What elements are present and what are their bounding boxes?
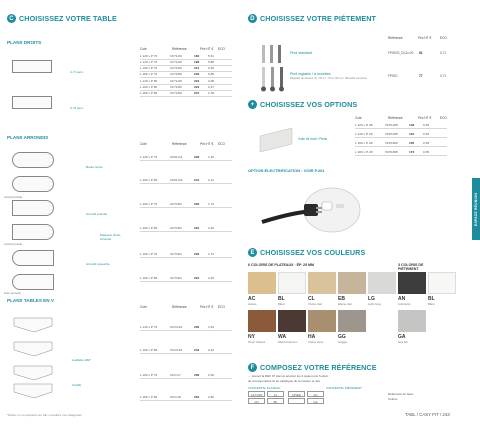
cell: 1,84: [208, 325, 215, 329]
cell: 214: [194, 66, 200, 70]
table-section-header: [7, 14, 117, 23]
swatch-code: HA: [308, 334, 316, 340]
col-cote: Cote: [140, 305, 147, 309]
note: Plateaux droits: [100, 233, 121, 237]
swatch-code: AN: [398, 296, 406, 302]
swatch-code: BL: [428, 296, 435, 302]
swatch-name: Gris Alu: [398, 340, 408, 344]
swatch-code: GA: [398, 334, 406, 340]
swatch-code: CL: [308, 296, 315, 302]
col-prix: Prix HT €: [418, 36, 432, 40]
note: arrondi partie: [4, 195, 23, 199]
group-label-2: 6 / 8 pers.: [70, 106, 84, 110]
col-reference: Référence: [172, 305, 187, 309]
cell: 1,74: [208, 202, 215, 206]
pied-reglable-eco: 0,71: [440, 74, 447, 78]
table-row: [140, 155, 220, 159]
desk-straight-sketch: [12, 60, 52, 73]
table-row: [140, 348, 220, 352]
color-swatch[interactable]: [248, 272, 276, 294]
plans-droits-title: PLANS DROITS: [7, 40, 42, 45]
col-cote: Cote: [140, 142, 147, 146]
cell: CF71/80: [170, 72, 182, 76]
cell: 204: [194, 79, 200, 83]
voile-label: Voile de fond / Pieds: [298, 137, 328, 141]
cell: CFT16G: [170, 276, 182, 280]
cell: 2,26: [208, 226, 215, 230]
cell: 262: [194, 395, 200, 399]
swatch-code: NY: [248, 334, 255, 340]
cell: VFP1205: [385, 123, 398, 127]
table-row: [140, 60, 220, 64]
cell: 2,78: [208, 91, 215, 95]
pied-standard-label: Pied standard: [290, 51, 313, 55]
cell: CFV/164: [170, 348, 183, 352]
pied-reglable-prix: 77: [419, 74, 423, 78]
col-reference: Référence: [388, 116, 403, 120]
option-row: [355, 132, 435, 136]
cell: L 140 x P 70: [140, 325, 158, 329]
pietement-section-header: [248, 14, 376, 23]
family-label: Arrondi à gauche: [86, 262, 110, 266]
desk-rounded-sketch: [12, 176, 54, 192]
family-label: Leaflette 180°: [72, 358, 92, 362]
cell: L 160 x P 80: [140, 276, 158, 280]
cell: 222: [194, 276, 200, 280]
cell: 2,08: [208, 79, 215, 83]
reference-cell: [288, 398, 305, 404]
reference-cell: CH: [248, 398, 265, 404]
section-d-badge: D: [248, 14, 257, 23]
cell: 0,35: [423, 123, 430, 127]
color-swatch[interactable]: [278, 310, 306, 332]
color-swatch[interactable]: [308, 310, 336, 332]
cell: 206: [194, 325, 200, 329]
col-eco: ECO: [218, 305, 225, 309]
cell: L 120 x H 28: [355, 123, 373, 127]
table-section-title: CHOISISSEZ VOTRE TABLE: [19, 14, 117, 23]
cell: L 160 x P 80: [140, 226, 158, 230]
desk-right-round-sketch: [12, 200, 54, 216]
table-row: [140, 226, 220, 230]
color-swatch[interactable]: [338, 272, 366, 294]
col-eco: ECO: [440, 116, 447, 120]
table-row: [140, 395, 220, 399]
table-row: [140, 72, 220, 76]
col-prix: Prix HT €: [200, 142, 214, 146]
table-row: [140, 66, 220, 70]
cell: CF71/40: [170, 60, 182, 64]
option-row: [355, 123, 435, 127]
col-eco: ECO: [218, 142, 225, 146]
cell: CFT16D: [170, 226, 182, 230]
swatch-name: Light Gray: [368, 302, 381, 306]
pied-reglable-image: [258, 65, 288, 93]
section-e-badge: E: [248, 248, 257, 257]
color-swatch[interactable]: [398, 310, 426, 332]
cell: CF71/20: [170, 54, 182, 58]
cell: 6,85: [208, 72, 215, 76]
cell: 0,35: [423, 150, 430, 154]
v-desk-sketches: [10, 312, 56, 402]
footnote: *Reliez un ou plusieurs au CE: consultez nos catégories: [7, 413, 82, 417]
pied-standard-ref: FPIEDS_DL2o.00: [388, 51, 414, 55]
swatch-name: Anthracite: [398, 302, 411, 306]
swatch-code: GG: [338, 334, 346, 340]
cell: 2,42: [208, 348, 215, 352]
swatch-name: Noyer Naturel: [248, 340, 266, 344]
reference-legend-2: Coloris: [388, 397, 398, 401]
cell: CFV/144: [170, 325, 183, 329]
pietement-colors-label: 3 COLORIS DE PIÉTEMENT: [398, 263, 424, 271]
cell: CFDL/14: [170, 155, 183, 159]
family-label: Arrondi à droite: [86, 212, 108, 216]
cell: 164: [409, 132, 415, 136]
desk-straight-sketch-2: [12, 96, 52, 109]
swatch-code: AC: [248, 296, 256, 302]
cell: 228: [194, 72, 200, 76]
desk-right-round-sketch: [12, 224, 54, 240]
col-eco: ECO: [218, 47, 225, 51]
cell: 173: [409, 150, 415, 154]
cell: L 160 x P 80: [140, 178, 158, 182]
reference-legend-1: Référence de base: [388, 392, 414, 396]
col-cote: Cote: [355, 116, 362, 120]
family-label: Vouflip: [72, 383, 82, 387]
pietement-section-title: CHOISISSEZ VOTRE PIÉTEMENT: [260, 14, 377, 23]
cell: L 160 x P 80: [140, 348, 158, 352]
options-section-header: [248, 100, 357, 109]
reference-cell: AN: [307, 391, 324, 397]
swatch-name: Blanc: [428, 302, 435, 306]
swatch-code: LG: [368, 296, 375, 302]
cell: L 160 x P 70: [140, 252, 158, 256]
cell: L 160 x P 70: [140, 66, 158, 70]
col-eco: ECO: [440, 36, 447, 40]
cell: 165: [409, 141, 415, 145]
plus-icon: +: [248, 100, 257, 109]
cell: 203: [194, 202, 200, 206]
cell: L 160 x H 28: [355, 141, 373, 145]
reference-col2: CONCEPTAL PIÉTEMENT: [326, 386, 363, 390]
option-row: [355, 150, 435, 154]
reference-text-1: → prenez la REF 07 plan et accolez les 2 sigles puis l'option: [248, 374, 329, 378]
desk-left-round-sketch: [12, 250, 54, 266]
cell: CFT16G: [170, 252, 182, 256]
cell: VFP1605: [385, 141, 398, 145]
cell: CFT16D: [170, 202, 182, 206]
cell: CF71/60: [170, 85, 182, 89]
note: bout arrondi: [4, 291, 21, 295]
col-prix: Prix HT €: [200, 47, 214, 51]
table-row: [140, 373, 220, 377]
cell: 222: [194, 226, 200, 230]
page-footer: TABL / CASY FIT / 243: [405, 412, 450, 417]
voile-image: [256, 120, 296, 158]
side-tab: ESPACE RÉUNION: [472, 178, 480, 240]
color-swatch[interactable]: [398, 272, 426, 294]
pied-standard-prix: 81: [419, 51, 423, 55]
swatch-name: Griggio: [338, 340, 348, 344]
reference-col1: CONCEPTAL PLATEAU: [248, 386, 281, 390]
color-swatch[interactable]: [428, 272, 456, 294]
reference-section-header: [248, 363, 377, 372]
couleurs-section-header: [248, 248, 365, 257]
cell: 2,26: [208, 276, 215, 280]
table-row: [140, 252, 220, 256]
plateaux-label: 6 COLORIS DE PLATEAUX · ÉP. 25 MM: [248, 263, 314, 267]
electrification-image: [258, 178, 368, 240]
options-section-title: CHOISISSEZ VOS OPTIONS: [260, 100, 358, 109]
cell: 5,61: [208, 54, 215, 58]
desk-left-round-sketch: [12, 274, 54, 290]
cell: L 120 x P 70: [140, 54, 158, 58]
swatch-name: Ébène clair: [338, 302, 352, 306]
cell: 1,93: [208, 155, 215, 159]
cell: 223: [194, 85, 200, 89]
cell: L 160 x P 70: [140, 202, 158, 206]
option-row: [355, 141, 435, 145]
col-prix: Prix HT €: [418, 116, 432, 120]
swatch-name: Acacia: [248, 302, 257, 306]
cell: 228: [194, 155, 200, 159]
cell: 183: [194, 54, 200, 58]
reference-cell: CF71/20: [248, 391, 265, 397]
col-cote: Cote: [140, 47, 147, 51]
cell: L 160 x P 80: [140, 85, 158, 89]
cell: 0,35: [423, 141, 430, 145]
cell: L 180 x P 70: [140, 72, 158, 76]
cell: 208: [194, 373, 200, 377]
cell: 237: [194, 91, 200, 95]
table-row: [140, 178, 220, 182]
cell: L 160 x P 70: [140, 373, 158, 377]
cell: 2,82: [208, 395, 215, 399]
col-reference: Référence: [172, 142, 187, 146]
cell: L 140 x P 80: [140, 79, 158, 83]
plans-arrondis-title: PLANS ARRONDIS: [7, 135, 49, 140]
col-reference: Référence: [172, 47, 187, 51]
reference-cell: CL: [267, 391, 284, 397]
cell: CF71/60: [170, 66, 182, 70]
color-swatch[interactable]: [278, 272, 306, 294]
reference-cell: FPIED: [288, 391, 305, 397]
cell: L 180 x H 28: [355, 150, 373, 154]
pied-reglable-desc: Réglable de hauteur 70 - 80 cm - 80 à 100 mm. Blocable complexe: [290, 77, 367, 80]
color-swatch[interactable]: [248, 310, 276, 332]
cell: 148: [409, 123, 415, 127]
table-row: [140, 91, 220, 95]
cell: 2,00: [208, 373, 215, 377]
swatch-name: Walnut Harmon: [278, 340, 298, 344]
cell: 243: [194, 348, 200, 352]
swatch-code: BL: [278, 296, 285, 302]
plans-v-title: PLANS TABLES EN V: [7, 298, 54, 303]
col-prix: Prix HT €: [200, 305, 214, 309]
cell: CF71/80: [170, 91, 182, 95]
pied-standard-eco: 0,71: [440, 51, 447, 55]
cell: 244: [194, 178, 200, 182]
cell: 203: [194, 252, 200, 256]
pied-reglable-label: Pied réglable / à roulettes: [290, 72, 331, 76]
section-c-badge: C: [7, 14, 16, 23]
cell: L 140 x P 70: [140, 155, 158, 159]
table-row: [140, 325, 220, 329]
color-swatch[interactable]: [368, 272, 396, 294]
color-swatch[interactable]: [308, 272, 336, 294]
section-f-badge: F: [248, 363, 257, 372]
cell: L 140 x H 28: [355, 132, 373, 136]
cell: VFP1405: [385, 132, 398, 136]
col-reference: Référence: [388, 36, 403, 40]
note: arrondi partie: [4, 242, 23, 246]
group-label-1: 4 / 6 pers.: [70, 70, 84, 74]
reference-cell: GA: [307, 398, 324, 404]
cell: 2,47: [208, 85, 215, 89]
table-row: [140, 276, 220, 280]
table-row: [140, 202, 220, 206]
table-row: [140, 79, 220, 83]
cell: 6,30: [208, 66, 215, 70]
pied-standard-image: [258, 43, 288, 65]
family-label: Bouts ronds: [86, 165, 103, 169]
cell: L 140 x P 70: [140, 60, 158, 64]
swatch-name: Blanc: [278, 302, 285, 306]
pied-reglable-ref: FPIED: [388, 74, 398, 78]
table-row: [140, 54, 220, 58]
cell: 5,88: [208, 60, 215, 64]
cell: 198: [194, 60, 200, 64]
couleurs-section-title: CHOISISSEZ VOS COULEURS: [260, 248, 366, 257]
color-swatch[interactable]: [338, 310, 366, 332]
reference-cell: BL: [267, 398, 284, 404]
cell: 2,11: [208, 178, 214, 182]
swatch-name: Chêne Hera: [308, 340, 324, 344]
reference-text-2: de correspondant ils au catalogue de la couleur et des: [248, 379, 321, 383]
electrification-title: OPTION ÉLECTRIFICATION : VOIR P.201: [248, 168, 325, 173]
reference-section-title: COMPOSEZ VOTRE RÉFÉRENCE: [260, 363, 377, 372]
cell: CFDL/16: [170, 178, 183, 182]
cell: L 180 x P 80: [140, 91, 158, 95]
table-row: [140, 85, 220, 89]
cell: 1,74: [208, 252, 215, 256]
swatch-code: EB: [338, 296, 345, 302]
note: arrondis: [100, 237, 112, 241]
cell: L 180 x P 80: [140, 395, 158, 399]
cell: 0,36: [423, 132, 430, 136]
swatch-code: WA: [278, 334, 287, 340]
cell: CFC/17: [170, 373, 181, 377]
swatch-name: Chêne clair: [308, 302, 323, 306]
cell: CFC/18: [170, 395, 181, 399]
cell: CF71/40: [170, 79, 182, 83]
cell: VFP1805: [385, 150, 398, 154]
desk-rounded-sketch: [12, 152, 54, 168]
